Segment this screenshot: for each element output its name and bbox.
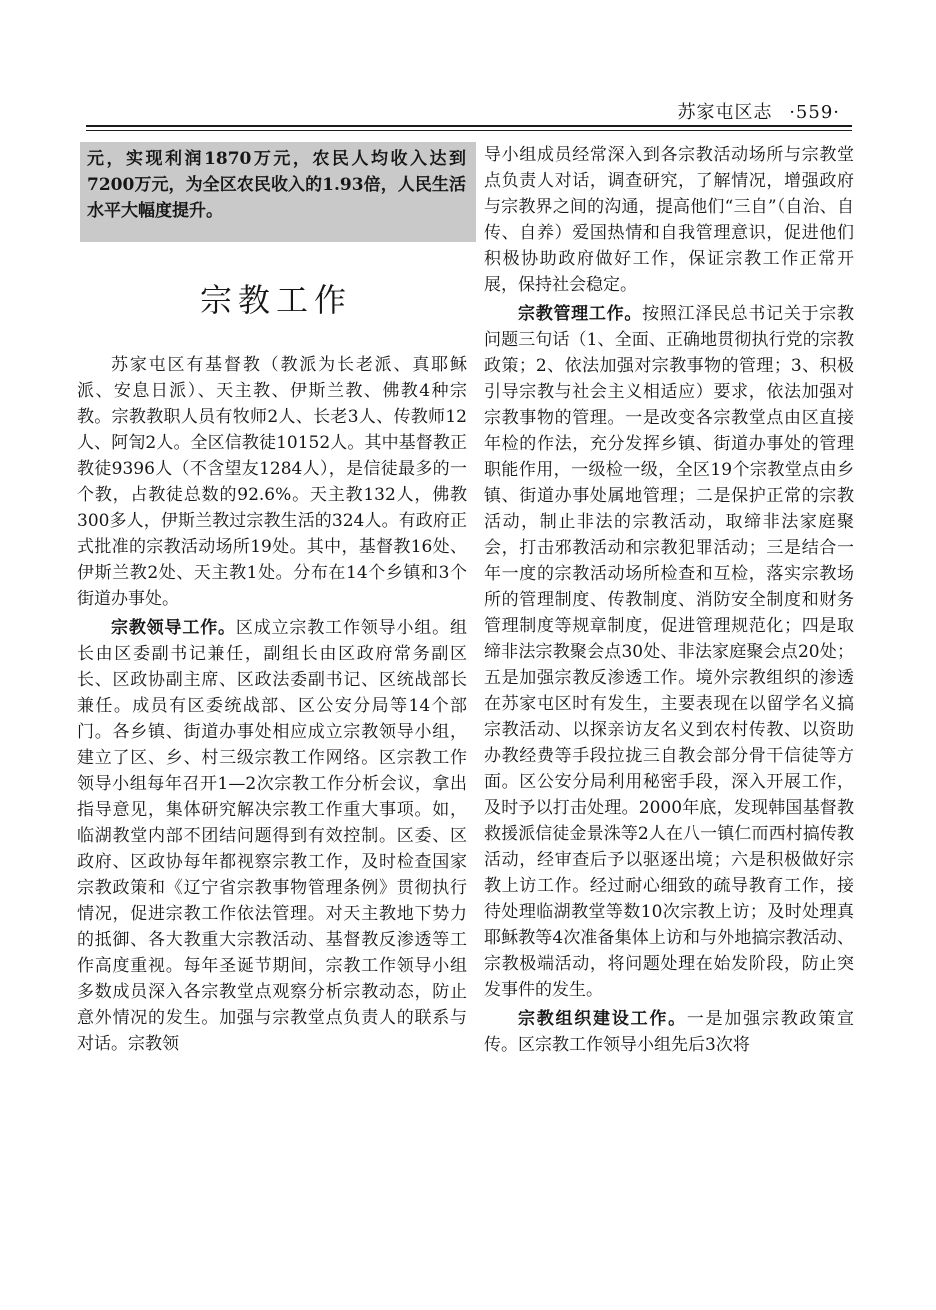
paragraph-lead: 宗教领导工作。: [111, 618, 236, 638]
section-title: 宗教工作: [199, 281, 352, 319]
highlighted-continuation-box: [80, 142, 476, 242]
paragraph-body: 一是加强宗教政策宣传。区宗教工作领导小组先后3次将: [484, 1009, 855, 1055]
header-rule-thick: [86, 125, 852, 127]
page-number: ·559·: [789, 102, 840, 123]
paragraph-body: 按照江泽民总书记关于宗教问题三句话（1、全面、正确地贯彻执行党的宗教政策；2、依法加强对宗教事物的管理；3、积极引导宗教与社会主义相适应）要求，依法加强对宗教事物的管理。一是改变各宗教堂点由区直接年检的作法，充分发挥乡镇、街道办事处的管理职能作用，一级检一级，全区19个宗教堂点由乡镇、街道办事处属地管理；二是保护正常的宗教活动，制止非法的宗教活动，取缔非法家庭聚会，打击邪教活动和宗教犯罪活动；三是结合一年一度的宗教活动场所检查和互检，落实宗教场所的管理制度、传教制度、消防安全制度和财务管理制度等规章制度，促进管理规范化；四是取缔非法宗教聚会点30处、非法家庭聚会点20处；五是加强宗教反渗透工作。境外宗教组织的渗透在苏家屯区时有发生，主要表现在以留学名义搞宗教活动、以探亲访友名义到农村传教、以资助办教经费等手段拉拢三自教会部分骨干信徒等方面。区公安分局利用秘密手段，深入开展工作，及时予以打击处理。2000年底，发现韩国基督教救援派信徒金景洙等2人在八一镇仁而西村搞传教活动，经审查后予以驱逐出境；六是积极做好宗教上访工作。经过耐心细致的疏导教育工作，接待处理临湖教堂等数10次宗教上访；及时处理真耶稣教等4次准备集体上访和与外地搞宗教活动、宗教极端活动，将问题处理在始发阶段，防止突发事件的发生。: [484, 304, 855, 1000]
paragraph-lead: 宗教管理工作。: [518, 304, 643, 324]
paragraph-lead: 宗教组织建设工作。: [518, 1009, 687, 1029]
leadership-paragraph: [77, 615, 467, 1057]
organization-paragraph: [484, 1006, 854, 1058]
continued-paragraph: 导小组成员经常深入到各宗教活动场所与宗教堂点负责人对话，调查研究，了解情况，增强政府与宗教界之间的沟通，提高他们“三自”（自治、自传、自养）爱国热情和自我管理意识，促进他们积极协助政府做好工作，保证宗教工作正常开展，保持社会稳定。: [484, 145, 854, 295]
header-rule-thin: [86, 130, 852, 131]
intro-paragraph: 苏家屯区有基督教（教派为长老派、真耶稣派、安息日派）、天主教、伊斯兰教、佛教4种宗教。宗教教职人员有牧师2人、长老3人、传教师12人、阿訇2人。全区信教徒10152人。其中基督教正教徒9396人（不含望友1284人），是信徒最多的一个教，占教徒总数的92.6%。天主教132人，佛教300多人，伊斯兰教过宗教生活的324人。有政府正式批准的宗教活动场所19处。其中，基督教16处、伊斯兰教2处、天主教1处。分布在14个乡镇和3个街道办事处。: [77, 355, 467, 609]
left-column: [77, 142, 467, 1057]
running-header: [677, 98, 840, 124]
management-paragraph: [484, 301, 854, 1003]
right-column: [484, 142, 854, 1058]
paragraph-body: 区成立宗教工作领导小组。组长由区委副书记兼任，副组长由区政府常务副区长、区政协副主席、区政法委副书记、区统战部长兼任。成员有区委统战部、区公安分局等14个部门。各乡镇、街道办事处相应成立宗教领导小组，建立了区、乡、村三级宗教工作网络。区宗教工作领导小组每年召开1—2次宗教工作分析会议，拿出指导意见，集体研究解决宗教工作重大事项。如，临湖教堂内部不团结问题得到有效控制。区委、区政府、区政协每年都视察宗教工作，及时检查国家宗教政策和《辽宁省宗教事物管理条例》贯彻执行情况，促进宗教工作依法管理。对天主教地下势力的抵御、各大教重大宗教活动、基督教反渗透等工作高度重视。每年圣诞节期间，宗教工作领导小组多数成员深入各宗教堂点观察分析宗教动态，防止意外情况的发生。加强与宗教堂点负责人的联系与对话。宗教领: [77, 618, 468, 1054]
book-title: 苏家屯区志: [677, 102, 773, 123]
callout-text: 元，实现利润1870万元，农民人均收入达到7200万元，为全区农民收入的1.93倍，人民生活水平大幅度提升。: [87, 149, 466, 221]
